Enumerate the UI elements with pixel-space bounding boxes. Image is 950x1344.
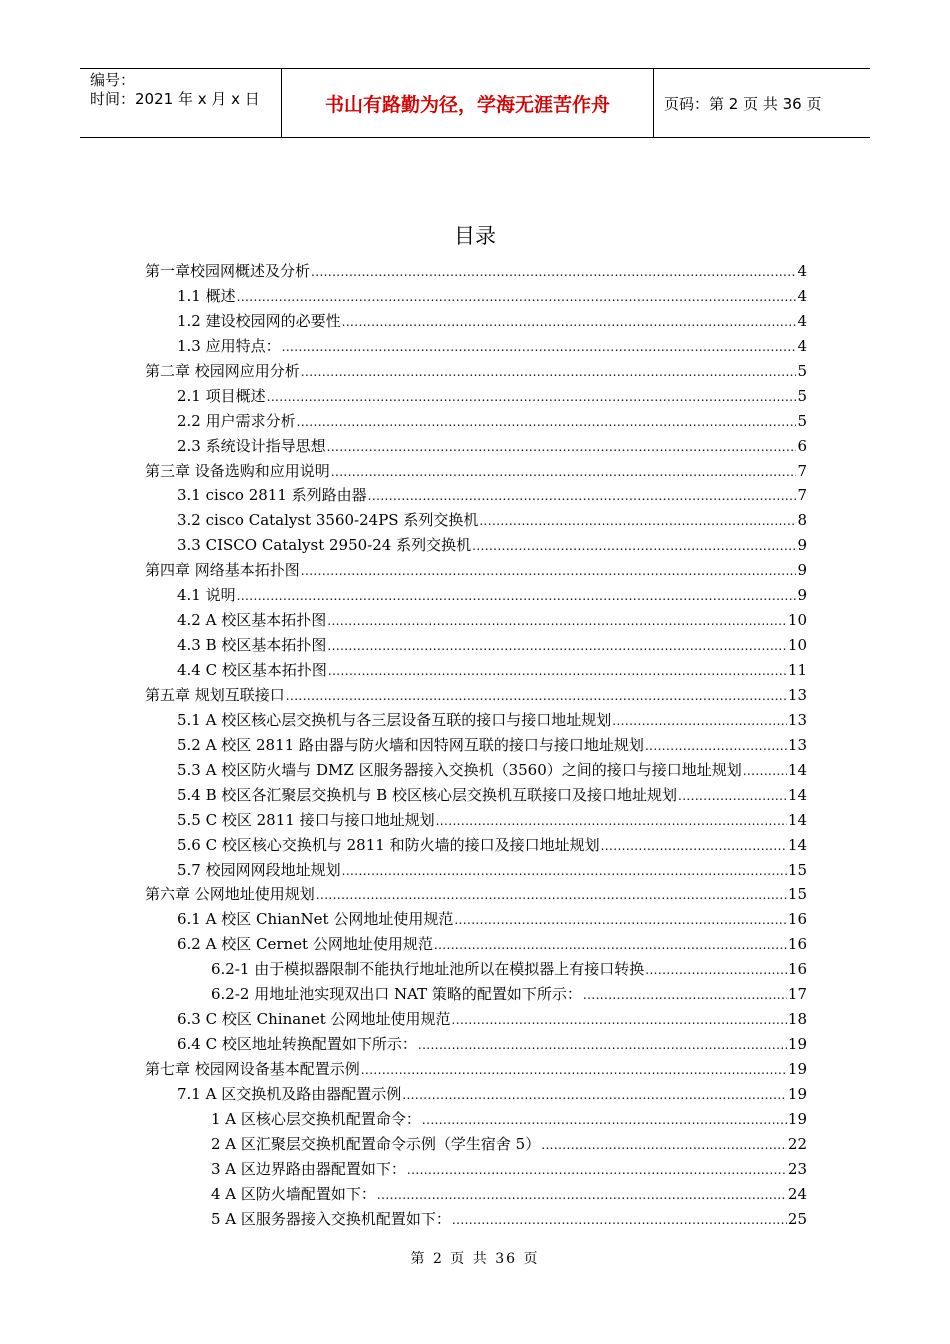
toc-entry-title: 1.3 应用特点： [177, 336, 281, 355]
toc-leader-dots [678, 789, 787, 803]
toc-leader-dots [418, 1038, 787, 1052]
toc-entry[interactable] [145, 335, 807, 360]
toc-entry[interactable] [145, 1033, 807, 1058]
toc-entry-page: 9 [797, 536, 807, 555]
toc-entry[interactable] [145, 759, 807, 784]
toc-entry-page: 4 [797, 311, 807, 330]
toc-entry[interactable] [145, 1183, 807, 1208]
toc-entry-page: 24 [787, 1184, 807, 1203]
toc-leader-dots [331, 465, 797, 479]
toc-entry[interactable] [145, 484, 807, 509]
toc-entry[interactable] [145, 734, 807, 759]
toc-entry[interactable] [145, 933, 807, 958]
toc-leader-dots [434, 938, 787, 952]
toc-entry-page: 5 [797, 361, 807, 380]
toc-entry-page: 15 [787, 860, 807, 879]
toc-leader-dots [328, 664, 787, 678]
toc-entry-title: 5.2 A 校区 2811 路由器与防火墙和因特网互联的接口与接口地址规划 [177, 735, 644, 754]
toc-entry-title: 第三章 设备选购和应用说明 [145, 461, 330, 480]
toc-entry-page: 11 [787, 661, 807, 679]
toc-entry-title: 5.5 C 校区 2811 接口与接口地址规划 [177, 810, 435, 829]
toc-entry-title: 第四章 网络基本拓扑图 [145, 561, 300, 580]
table-of-contents [145, 260, 807, 1233]
toc-entry-title: 5.3 A 校区防火墙与 DMZ 区服务器接入交换机（3560）之间的接口与接口地址规划 [177, 760, 742, 779]
toc-entry-page: 14 [787, 760, 807, 779]
toc-leader-dots [327, 614, 787, 628]
toc-entry-page: 13 [787, 685, 807, 704]
toc-entry-title: 2.1 项目概述 [177, 386, 266, 405]
toc-leader-dots [237, 589, 797, 603]
toc-entry[interactable] [145, 1208, 807, 1233]
toc-entry-title: 6.2-2 用地址池实现双出口 NAT 策略的配置如下所示： [211, 985, 582, 1004]
toc-entry-title: 5.1 A 校区核心层交换机与各三层设备互联的接口与接口地址规划 [177, 710, 612, 729]
toc-leader-dots [282, 340, 797, 354]
toc-entry[interactable] [145, 460, 807, 485]
toc-entry[interactable] [145, 360, 807, 385]
toc-entry-page: 13 [787, 735, 807, 754]
toc-entry[interactable] [145, 310, 807, 335]
header-left-cell [80, 69, 282, 137]
toc-entry[interactable] [145, 534, 807, 559]
toc-leader-dots [377, 1188, 787, 1202]
toc-leader-dots [743, 764, 787, 778]
toc-entry[interactable] [145, 260, 807, 285]
toc-leader-dots [368, 489, 797, 503]
toc-leader-dots [541, 1138, 787, 1152]
toc-leader-dots [407, 1163, 787, 1177]
toc-entry-page: 4 [797, 286, 807, 305]
toc-leader-dots [327, 639, 786, 653]
toc-leader-dots [316, 888, 787, 902]
toc-entry-page: 14 [787, 810, 807, 829]
toc-entry-page: 25 [787, 1209, 807, 1228]
toc-entry[interactable] [145, 1158, 807, 1183]
toc-entry-page: 16 [787, 935, 807, 954]
toc-entry-page: 23 [787, 1159, 807, 1178]
toc-leader-dots [645, 963, 787, 977]
toc-leader-dots [436, 814, 787, 828]
date-line: 时间：2021 年 x 月 x 日 [90, 90, 260, 108]
toc-leader-dots [301, 365, 797, 379]
toc-leader-dots [452, 1213, 787, 1227]
toc-entry-page: 7 [797, 486, 807, 505]
toc-leader-dots [612, 714, 787, 728]
toc-entry-page: 6 [797, 436, 807, 455]
toc-leader-dots [301, 564, 797, 578]
toc-leader-dots [361, 1063, 787, 1077]
toc-entry-title: 3.3 CISCO Catalyst 2950-24 系列交换机 [177, 536, 472, 555]
toc-entry-page: 16 [787, 960, 807, 979]
toc-entry-page: 13 [787, 710, 807, 729]
toc-entry[interactable] [145, 410, 807, 435]
toc-entry-title: 3.2 cisco Catalyst 3560-24PS 系列交换机 [177, 511, 479, 530]
toc-entry-title: 第二章 校园网应用分析 [145, 361, 300, 380]
toc-entry[interactable] [145, 709, 807, 734]
toc-leader-dots [286, 689, 787, 703]
toc-leader-dots [601, 839, 787, 853]
page-header [80, 68, 870, 138]
toc-leader-dots [454, 913, 787, 927]
toc-entry-page: 4 [797, 336, 807, 355]
toc-entry-page: 19 [787, 1060, 807, 1078]
toc-title: 目录 [454, 224, 496, 248]
toc-entry[interactable] [145, 684, 807, 709]
toc-entry[interactable] [145, 435, 807, 460]
toc-leader-dots [342, 315, 797, 329]
toc-entry-title: 6.4 C 校区地址转换配置如下所示： [177, 1035, 417, 1054]
toc-entry-title: 5 A 区服务器接入交换机配置如下： [211, 1209, 451, 1228]
toc-entry-title: 1.2 建设校园网的必要性 [177, 311, 341, 330]
toc-entry[interactable] [145, 1058, 807, 1083]
toc-entry[interactable] [145, 1083, 807, 1108]
toc-entry-title: 第一章校园网概述及分析 [145, 262, 311, 280]
toc-entry[interactable] [145, 634, 807, 659]
toc-entry-title: 1.1 概述 [177, 286, 236, 305]
toc-leader-dots [297, 415, 797, 429]
toc-entry-page: 19 [787, 1084, 807, 1103]
toc-entry-title: 5.6 C 校区核心交换机与 2811 和防火墙的接口及接口地址规划 [177, 835, 600, 854]
toc-leader-dots [452, 1013, 787, 1027]
toc-leader-dots [479, 514, 796, 528]
toc-entry[interactable] [145, 834, 807, 859]
toc-entry[interactable] [145, 908, 807, 933]
toc-entry-page: 5 [797, 411, 807, 430]
toc-leader-dots [422, 1113, 787, 1127]
toc-entry[interactable] [145, 809, 807, 834]
toc-entry-page: 17 [787, 985, 807, 1004]
toc-entry[interactable] [145, 859, 807, 884]
toc-entry-title: 第六章 公网地址使用规划 [145, 885, 315, 904]
toc-entry-page: 18 [787, 1010, 807, 1029]
toc-leader-dots [645, 739, 787, 753]
toc-entry-page: 15 [787, 885, 807, 904]
toc-entry-title: 5.4 B 校区各汇聚层交换机与 B 校区核心层交换机互联接口及接口地址规划 [177, 785, 677, 804]
toc-entry-title: 2.2 用户需求分析 [177, 411, 296, 430]
page-footer: 第 2 页 共 36 页 [410, 1251, 540, 1267]
toc-entry-title: 4 A 区防火墙配置如下： [211, 1184, 376, 1203]
toc-entry-title: 6.2-1 由于模拟器限制不能执行地址池所以在模拟器上有接口转换 [211, 960, 645, 979]
toc-entry-page: 10 [787, 611, 807, 630]
toc-entry-page: 9 [797, 586, 807, 605]
toc-entry[interactable] [145, 584, 807, 609]
toc-entry-title: 5.7 校园网网段地址规划 [177, 860, 341, 879]
toc-entry-page: 19 [787, 1035, 807, 1054]
toc-entry-title: 第五章 规划互联接口 [145, 685, 285, 704]
header-page-info: 页码：第 2 页 共 36 页 [664, 94, 822, 113]
toc-entry[interactable] [145, 385, 807, 410]
document-number-label: 编号： [90, 71, 136, 89]
toc-leader-dots [237, 290, 797, 304]
toc-leader-dots [267, 390, 797, 404]
toc-entry[interactable] [145, 1133, 807, 1158]
toc-entry-title: 6.1 A 校区 ChianNet 公网地址使用规范 [177, 910, 454, 929]
toc-entry-title: 4.1 说明 [177, 586, 236, 605]
toc-entry-page: 22 [787, 1134, 807, 1153]
toc-entry-title: 2.3 系统设计指导思想 [177, 436, 326, 455]
toc-entry-page: 14 [787, 785, 807, 804]
toc-entry[interactable] [145, 1008, 807, 1033]
toc-leader-dots [583, 988, 787, 1002]
toc-leader-dots [472, 539, 796, 553]
toc-leader-dots [342, 864, 787, 878]
toc-entry[interactable] [145, 659, 807, 684]
toc-leader-dots [311, 265, 796, 279]
toc-entry[interactable] [145, 983, 807, 1008]
toc-entry-title: 7.1 A 区交换机及路由器配置示例 [177, 1084, 402, 1103]
toc-entry-page: 19 [787, 1109, 807, 1128]
toc-entry-title: 3.1 cisco 2811 系列路由器 [177, 486, 367, 505]
toc-entry-page: 16 [787, 910, 807, 929]
toc-entry-page: 8 [797, 511, 807, 530]
toc-entry[interactable] [145, 883, 807, 908]
toc-entry-title: 6.2 A 校区 Cernet 公网地址使用规范 [177, 935, 433, 954]
toc-leader-dots [402, 1088, 787, 1102]
toc-entry[interactable] [145, 1108, 807, 1133]
toc-entry-page: 5 [797, 386, 807, 405]
toc-entry-page: 7 [797, 461, 807, 480]
toc-entry[interactable] [145, 609, 807, 634]
toc-entry[interactable] [145, 559, 807, 584]
toc-entry-title: 3 A 区边界路由器配置如下： [211, 1159, 406, 1178]
toc-entry-page: 9 [797, 561, 807, 580]
toc-entry[interactable] [145, 958, 807, 983]
toc-entry-title: 第七章 校园网设备基本配置示例 [145, 1060, 360, 1078]
toc-entry-page: 4 [797, 262, 807, 280]
toc-entry[interactable] [145, 784, 807, 809]
toc-entry-title: 2 A 区汇聚层交换机配置命令示例（学生宿舍 5） [211, 1134, 541, 1153]
toc-entry-title: 1 A 区核心层交换机配置命令： [211, 1109, 421, 1128]
toc-entry-title: 4.2 A 校区基本拓扑图 [177, 611, 327, 630]
toc-entry[interactable] [145, 509, 807, 534]
toc-entry-title: 6.3 C 校区 Chinanet 公网地址使用规范 [177, 1010, 451, 1029]
toc-entry-title: 4.4 C 校区基本拓扑图 [177, 661, 327, 679]
toc-entry[interactable] [145, 285, 807, 310]
toc-leader-dots [327, 440, 797, 454]
toc-entry-title: 4.3 B 校区基本拓扑图 [177, 636, 327, 655]
toc-entry-page: 14 [787, 835, 807, 854]
toc-entry-page: 10 [787, 636, 807, 655]
header-motto: 书山有路勤为径，学海无涯苦作舟 [282, 69, 654, 137]
